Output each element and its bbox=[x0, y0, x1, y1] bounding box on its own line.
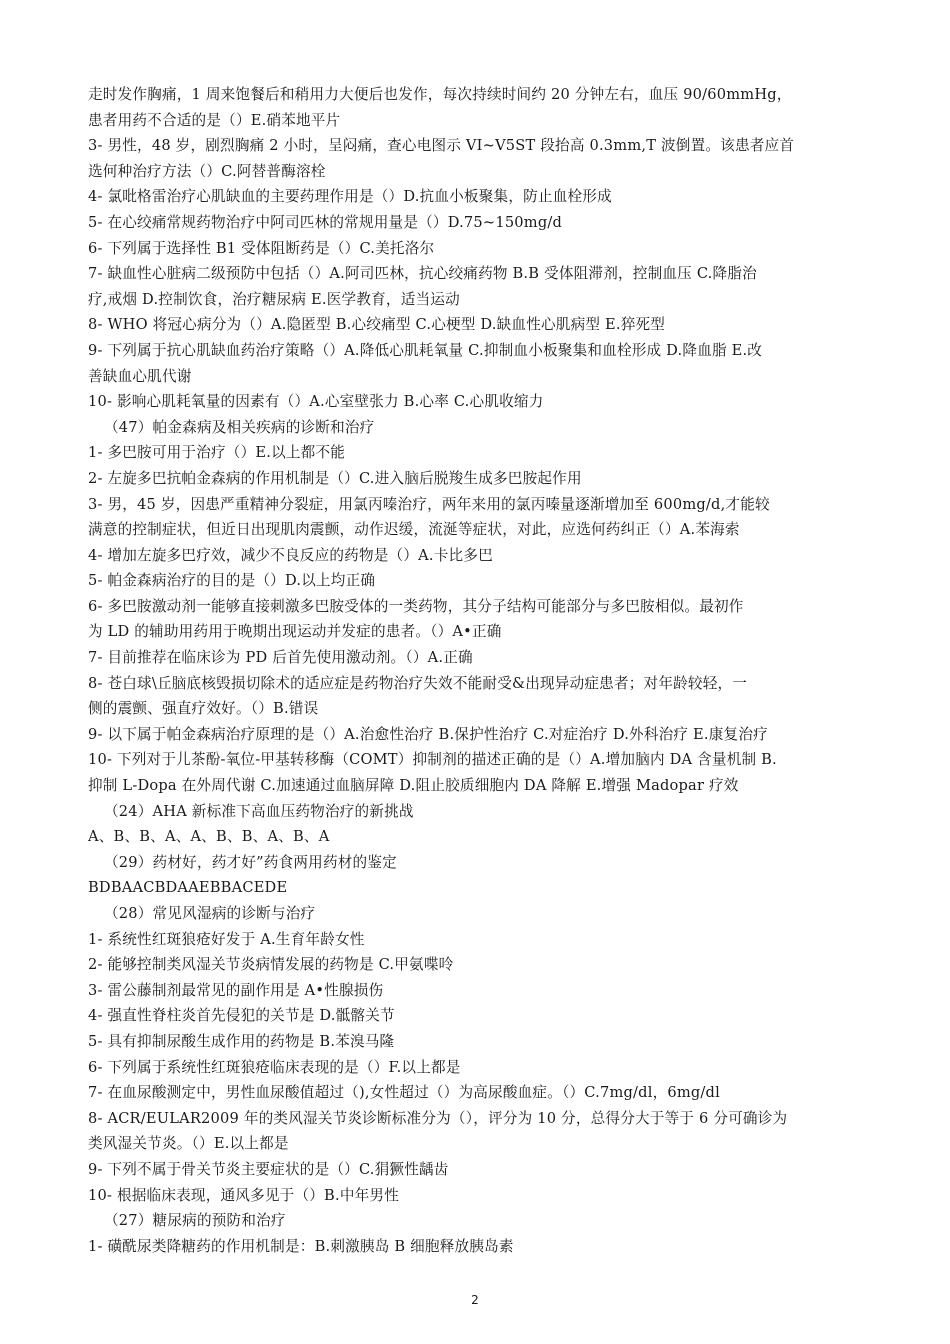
document-body bbox=[88, 82, 862, 1259]
text-line: BDBAACBDAAEBBACEDE bbox=[88, 879, 288, 897]
text-line: 3- 男，45 岁，因患严重精神分裂症，用氯丙嗪治疗，两年来用的氯丙嗪量逐渐增加至 600mg/d,才能较 bbox=[88, 495, 770, 513]
text-line: 5- 帕金森病治疗的目的是（）D.以上均正确 bbox=[88, 572, 376, 590]
text-line: 6- 下列属于系统性红斑狼疮临床表现的是（）F.以上都是 bbox=[88, 1058, 461, 1076]
text-line: 9- 下列属于抗心肌缺血药治疗策略（）A.降低心肌耗氧量 C.抑制血小板聚集和血栓形成 D.降血脂 E.改 bbox=[88, 341, 763, 359]
text-line: 9- 以下属于帕金森病治疗原理的是（）A.治愈性治疗 B.保护性治疗 C.对症治疗 D.外科治疗 E.康复治疗 bbox=[88, 725, 768, 743]
text-line: 1- 磺酰尿类降糖药的作用机制是：B.刺激胰岛 B 细胞释放胰岛素 bbox=[88, 1237, 514, 1255]
text-line: 8- 苍白球\丘脑底核毁损切除术的适应症是药物治疗失效不能耐受&出现异动症患者；对年龄较轻，一 bbox=[88, 674, 748, 692]
text-line: 8- WHO 将冠心病分为（）A.隐匿型 B.心绞痛型 C.心梗型 D.缺血性心肌病型 E.猝死型 bbox=[88, 316, 666, 334]
text-line: 6- 下列属于选择性 B1 受体阻断药是（）C.美托洛尔 bbox=[88, 239, 435, 257]
text-line: 抑制 L-Dopa 在外周代谢 C.加速通过血脑屏障 D.阻止胶质细胞内 DA 降解 E.增强 Madopar 疗效 bbox=[88, 777, 739, 795]
text-line: 7- 在血尿酸测定中，男性血尿酸值超过（),女性超过（）为高尿酸血症。（）C.7mg/dl，6mg/dl bbox=[88, 1084, 720, 1102]
section-heading: （24）AHA 新标准下高血压药物治疗的新挑战 bbox=[104, 802, 414, 820]
text-line: 2- 能够控制类风湿关节炎病情发展的药物是 C.甲氨喋呤 bbox=[88, 956, 454, 974]
text-line: 7- 目前推荐在临床诊为 PD 后首先使用激动剂。（）A.正确 bbox=[88, 649, 473, 667]
section-heading: （29）药材好，药才好”药食两用药材的鉴定 bbox=[104, 853, 397, 871]
text-line: 走时发作胸痛，1 周来饱餐后和稍用力大便后也发作，每次持续时间约 20 分钟左右，血压 90/60mmHg， bbox=[88, 86, 792, 103]
section-heading: （47）帕金森病及相关疾病的诊断和治疗 bbox=[104, 418, 375, 436]
text-line: 3- 男性，48 岁，剧烈胸痛 2 小时，呈闷痛，查心电图示 VI~V5ST 段抬高 0.3mm,T 波倒置。该患者应首 bbox=[88, 137, 795, 155]
text-line: 满意的控制症状，但近日出现肌肉震颤，动作迟缓，流涎等症状，对此，应选何药纠正（）A.苯海索 bbox=[88, 521, 740, 539]
page-number: 2 bbox=[471, 1293, 479, 1307]
text-line: 为 LD 的辅助用药用于晚期出现运动并发症的患者。（）A•正确 bbox=[88, 623, 502, 641]
text-line: 10- 影响心肌耗氧量的因素有（）A.心室壁张力 B.心率 C.心肌收缩力 bbox=[88, 393, 544, 411]
text-line: 善缺血心肌代谢 bbox=[88, 367, 192, 385]
section-heading: （27）糖尿病的预防和治疗 bbox=[104, 1212, 286, 1230]
text-line: 7- 缺血性心脏病二级预防中包括（）A.阿司匹林，抗心绞痛药物 B.B 受体阻滞剂，控制血压 C.降脂治 bbox=[88, 265, 757, 283]
text-line: 10- 根据临床表现，通风多见于（）B.中年男性 bbox=[88, 1186, 399, 1204]
text-line: 6- 多巴胺激动剂一能够直接刺激多巴胺受体的一类药物，其分子结构可能部分与多巴胺相似。最初作 bbox=[88, 597, 744, 615]
text-line: 3- 雷公藤制剂最常见的副作用是 A•性腺损伤 bbox=[88, 981, 384, 999]
text-line: 1- 系统性红斑狼疮好发于 A.生育年龄女性 bbox=[88, 930, 365, 948]
text-line: A、B、B、A、A、B、B、A、B、A bbox=[88, 828, 330, 846]
text-line: 患者用药不合适的是（）E.硝苯地平片 bbox=[88, 111, 341, 129]
text-line: 类风湿关节炎。（）E.以上都是 bbox=[88, 1135, 289, 1153]
text-line: 1- 多巴胺可用于治疗（）E.以上都不能 bbox=[88, 444, 346, 462]
text-line: 侧的震颤、强直疗效好。（）B.错误 bbox=[88, 700, 319, 718]
text-line: 选何种治疗方法（）C.阿替普酶溶栓 bbox=[88, 162, 326, 180]
text-line: 5- 在心绞痛常规药物治疗中阿司匹林的常规用量是（）D.75~150mg/d bbox=[88, 213, 563, 231]
text-line: 4- 氯吡格雷治疗心肌缺血的主要药理作用是（）D.抗血小板聚集，防止血栓形成 bbox=[88, 188, 612, 206]
text-line: 4- 增加左旋多巴疗效，减少不良反应的药物是（）A.卡比多巴 bbox=[88, 546, 493, 564]
text-line: 8- ACR/EULAR2009 年的类风湿关节炎诊断标准分为（），评分为 10 分，总得分大于等于 6 分可确诊为 bbox=[88, 1109, 788, 1127]
section-heading: （28）常见风湿病的诊断与治疗 bbox=[104, 905, 316, 922]
text-line: 9- 下列不属于骨关节炎主要症状的是（）C.狷獗性龋齿 bbox=[88, 1160, 449, 1178]
text-line: 疗,戒烟 D.控制饮食，治疗糖尿病 E.医学教育，适当运动 bbox=[88, 290, 460, 308]
text-line: 4- 强直性脊柱炎首先侵犯的关节是 D.骶髂关节 bbox=[88, 1007, 395, 1025]
text-line: 5- 具有抑制尿酸生成作用的药物是 B.苯溴马隆 bbox=[88, 1032, 395, 1050]
text-line: 2- 左旋多巴抗帕金森病的作用机制是（）C.进入脑后脱羧生成多巴胺起作用 bbox=[88, 469, 582, 487]
text-line: 10- 下列对于儿茶酚-氧位-甲基转移酶（COMT）抑制剂的描述正确的是（）A.增加脑内 DA 含量机制 B. bbox=[88, 751, 777, 769]
